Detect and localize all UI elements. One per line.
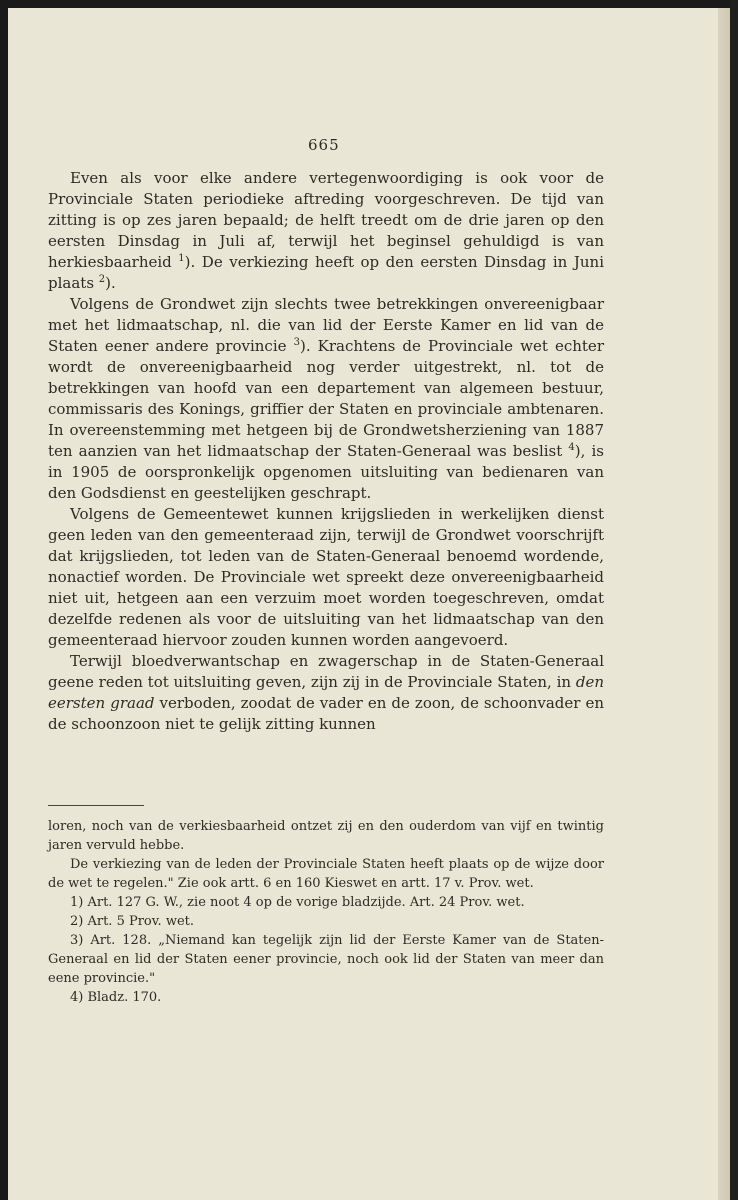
paragraph-2-text-c: ), is in 1905 de oorspronkelijk opgenomen uitsluiting van bedienaren van den Godsdienst en geestelijken geschrapt. xyxy=(48,442,604,502)
paragraph-3: Volgens de Gemeentewet kunnen krijgslieden in werkelijken dienst geen leden van den gemeenteraad zijn, terwijl de Grondwet voorschrijft dat krijgslieden, tot leden van de Staten-Generaal benoemd wordende, nonactief worden. De Provinciale wet spreekt deze onvereenigbaarheid niet uit, hetgeen aan een verzuim moet worden toegeschreven, omdat dezelfde redenen als voor de uitsluiting van het lidmaatschap van den gemeenteraad hiervoor zouden kunnen worden aangevoerd. xyxy=(48,505,604,649)
paragraph-2-text-a: Volgens de Grondwet zijn slechts twee betrekkingen onvereenigbaar met het lidmaatschap, nl. die van lid der Eerste Kamer en lid van de Staten eener andere provincie xyxy=(48,295,604,355)
footnote-divider xyxy=(48,805,144,806)
page-number: 665 xyxy=(308,136,340,154)
paragraph-4 xyxy=(48,651,604,735)
paragraph-1-text-c: ). xyxy=(105,274,116,292)
paragraph-2 xyxy=(48,294,604,504)
footnote-4: 4) Bladz. 170. xyxy=(70,990,162,1005)
footnote-1: 1) Art. 127 G. W., zie noot 4 op de vorige bladzijde. Art. 24 Prov. wet. xyxy=(70,895,525,910)
paragraph-1-text-a: Even als voor elke andere vertegenwoordiging is ook voor de Provinciale Staten periodieke aftreding voorgeschreven. De tijd van zitting is op zes jaren bepaald; de helft treedt om de drie jaren op den eersten Dinsdag in Juli af, terwijl het beginsel gehuldigd is van herkiesbaarheid xyxy=(48,169,604,271)
footnote-ref-1: 1 xyxy=(178,253,185,264)
main-text xyxy=(48,168,604,735)
footnote-2: 2) Art. 5 Prov. wet. xyxy=(70,914,195,929)
page-edge xyxy=(718,8,730,1200)
paragraph-4-text-a: Terwijl bloedverwantschap en zwagerschap in de Staten-Generaal geene reden tot uitsluiting geven, zijn zij in de Provinciale Staten, in xyxy=(48,652,604,691)
paragraph-4-text-b: verboden, zoodat de vader en de zoon, de schoonvader en de schoonzoon niet te gelijk zitting kunnen xyxy=(48,694,604,733)
footnote-second: De verkiezing van de leden der Provinciale Staten heeft plaats op de wijze door de wet te regelen." Zie ook artt. 6 en 160 Kieswet en artt. 17 v. Prov. wet. xyxy=(48,857,604,891)
footnote-continuation: loren, noch van de verkiesbaarheid ontzet zij en den ouderdom van vijf en twintig jaren vervuld hebbe. xyxy=(48,819,604,853)
book-page xyxy=(8,8,720,1200)
footnote-ref-2: 2 xyxy=(98,274,106,285)
footnotes xyxy=(48,817,604,1007)
paragraph-2-text-b: ). Krachtens de Provinciale wet echter wordt de onvereenigbaarheid nog verder uitgestrekt, nl. tot de betrekkingen van hoofd van een departement van algemeen bestuur, commissaris des Konings, griffier der Staten en provinciale ambtenaren. In overeenstemming met hetgeen bij de Grondwetsherziening van 1887 ten aanzien van het lidmaatschap der Staten-Generaal was beslist xyxy=(48,337,604,460)
paragraph-4-italic: den eersten graad xyxy=(48,673,604,712)
footnote-3: 3) Art. 128. „Niemand kan tegelijk zijn lid der Eerste Kamer van de Staten-Generaal en lid der Staten eener provincie, noch ook lid der Staten van meer dan eene provincie." xyxy=(48,933,604,986)
footnote-ref-3: 3 xyxy=(293,337,300,348)
footnote-ref-4: 4 xyxy=(568,442,575,453)
paragraph-1-text-b: ). De verkiezing heeft op den eersten Dinsdag in Juni plaats xyxy=(48,253,604,292)
scan-border xyxy=(730,0,738,1200)
paragraph-1 xyxy=(48,168,604,294)
